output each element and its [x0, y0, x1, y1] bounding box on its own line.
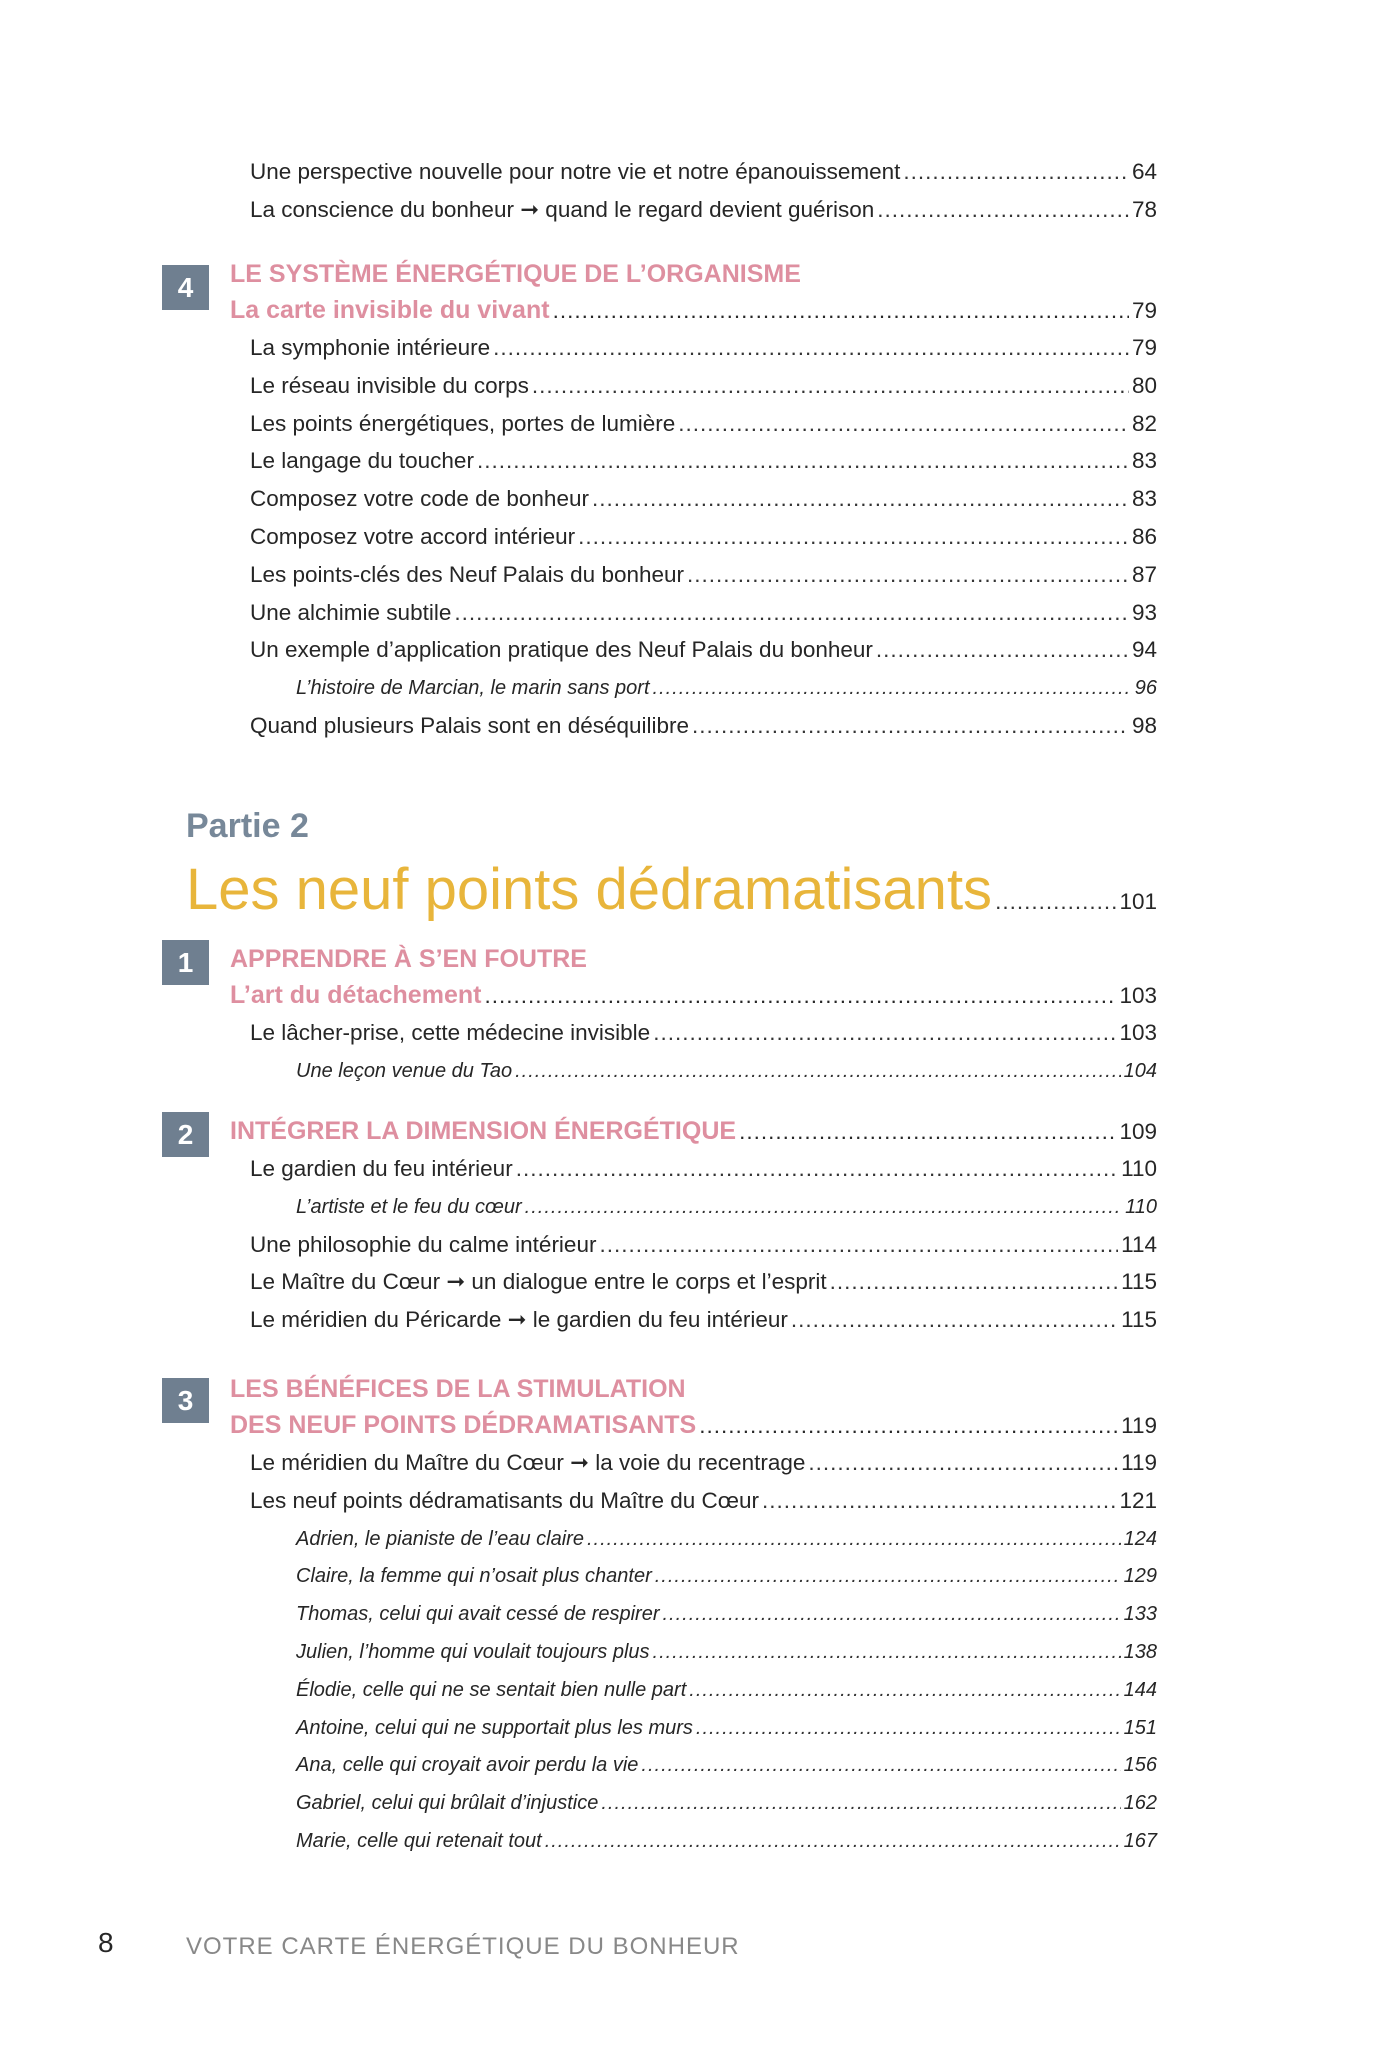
- toc-entry-label: Antoine, celui qui ne supportait plus les murs: [296, 1716, 693, 1739]
- dot-leader: [876, 633, 1129, 667]
- chapter-page: 109: [1119, 1119, 1157, 1144]
- toc-subentry: [296, 1522, 1157, 1556]
- dot-leader: [830, 1265, 1118, 1299]
- toc-entry-page: 94: [1131, 637, 1157, 663]
- toc-entry-page: 83: [1131, 486, 1157, 512]
- toc-entry-page: 86: [1131, 524, 1157, 549]
- dot-leader: [484, 978, 1116, 1014]
- toc-entry-label: Marie, celle qui retenait tout: [296, 1830, 542, 1852]
- toc-entry-page: 64: [1131, 159, 1157, 184]
- toc-entry-page: 138: [1123, 1641, 1157, 1663]
- toc-entry-label: Une philosophie du calme intérieur: [250, 1231, 597, 1257]
- toc-entry-page: 93: [1131, 599, 1157, 625]
- toc-entry-page: 110: [1121, 1156, 1157, 1181]
- toc-entry-label: Le méridien du Maître du Cœur ➞ la voie du recentrage: [250, 1450, 806, 1475]
- dot-leader: [641, 1748, 1120, 1782]
- toc-subentry: [296, 1190, 1157, 1224]
- chapter-title: LE SYSTÈME ÉNERGÉTIQUE DE L’ORGANISME: [230, 260, 801, 288]
- chapter-subtitle: La carte invisible du vivant: [230, 296, 550, 324]
- dot-leader: [592, 482, 1129, 516]
- toc-entry: [250, 369, 1157, 403]
- dot-leader: [699, 1408, 1118, 1444]
- chapter-number-badge: 1: [162, 940, 209, 985]
- toc-entry-label: Quand plusieurs Palais sont en déséquilibre: [250, 713, 690, 738]
- chapter-subtitle: L’art du détachement: [230, 981, 482, 1009]
- toc-subentry: [296, 1673, 1157, 1707]
- dot-leader: [653, 1016, 1116, 1050]
- dot-leader: [663, 1597, 1121, 1631]
- part-title-row: [186, 850, 1157, 930]
- toc-entry: [250, 1446, 1157, 1480]
- toc-entry: [250, 482, 1157, 516]
- toc-entry-label: Une perspective nouvelle pour notre vie et notre épanouissement: [250, 159, 901, 184]
- toc-subentry: [296, 1597, 1157, 1631]
- dot-leader: [525, 1190, 1122, 1224]
- chapter-number-badge: 3: [162, 1378, 209, 1423]
- toc-entry-page: 121: [1119, 1487, 1157, 1513]
- toc-entry-label: Élodie, celle qui ne se sentait bien nulle part: [296, 1678, 687, 1701]
- toc-entry-label: Claire, la femme qui n’osait plus chanter: [296, 1565, 652, 1588]
- toc-entry-page: 144: [1123, 1678, 1157, 1701]
- part-page: 101: [1119, 889, 1157, 914]
- chapter-subtitle-row: [230, 292, 1157, 328]
- running-footer-title: VOTRE CARTE ÉNERGÉTIQUE DU BONHEUR: [186, 1933, 740, 1960]
- dot-leader: [601, 1786, 1120, 1820]
- toc-entry-label: Le langage du toucher: [250, 448, 474, 474]
- dot-leader: [808, 1446, 1118, 1480]
- toc-entry-label: L’histoire de Marcian, le marin sans port: [296, 677, 650, 700]
- dot-leader: [587, 1522, 1121, 1556]
- toc-entry-page: 129: [1123, 1565, 1157, 1588]
- dot-leader: [739, 1114, 1116, 1150]
- toc-entry: [250, 1152, 1157, 1186]
- chapter-subtitle-row: [230, 1407, 1157, 1443]
- toc-subentry: [296, 1711, 1157, 1745]
- toc-entry: [250, 1265, 1157, 1299]
- chapter-subtitle-row: [230, 1113, 1157, 1149]
- toc-entry-label: Les neuf points dédramatisants du Maître du Cœur: [250, 1487, 760, 1513]
- dot-leader: [687, 558, 1129, 592]
- dot-leader: [493, 331, 1129, 365]
- dot-leader: [653, 1635, 1121, 1669]
- toc-entry: [250, 558, 1157, 592]
- dot-leader: [877, 193, 1129, 227]
- toc-entry-label: Le Maître du Cœur ➞ un dialogue entre le corps et l’esprit: [250, 1269, 827, 1295]
- toc-entry-page: 156: [1123, 1754, 1157, 1777]
- toc-entry-page: 104: [1123, 1059, 1157, 1082]
- dot-leader: [689, 1673, 1120, 1707]
- dot-leader: [791, 1303, 1118, 1337]
- toc-entry-label: La conscience du bonheur ➞ quand le regard devient guérison: [250, 197, 875, 222]
- chapter-title: LES BÉNÉFICES DE LA STIMULATION: [230, 1375, 686, 1403]
- toc-entry-page: 96: [1134, 677, 1157, 700]
- toc-entry-label: Les points énergétiques, portes de lumière: [250, 410, 676, 436]
- chapter-page: 119: [1121, 1413, 1157, 1438]
- part-label: Partie 2: [186, 807, 309, 845]
- toc-entry-label: Le réseau invisible du corps: [250, 372, 529, 398]
- toc-entry-page: 124: [1123, 1527, 1157, 1550]
- toc-entry: [250, 633, 1157, 667]
- dot-leader: [696, 1711, 1121, 1745]
- toc-entry: [250, 709, 1157, 743]
- toc-entry-page: 82: [1131, 410, 1157, 436]
- toc-entry-page: 151: [1123, 1716, 1157, 1739]
- dot-leader: [578, 520, 1129, 554]
- dot-leader: [515, 1054, 1121, 1088]
- chapter-page: 79: [1131, 298, 1157, 323]
- dot-leader: [599, 1228, 1118, 1262]
- dot-leader: [995, 862, 1116, 942]
- toc-entry-label: Un exemple d’application pratique des Neuf Palais du bonheur: [250, 637, 873, 663]
- toc-entry-label: Le gardien du feu intérieur: [250, 1156, 513, 1181]
- toc-entry-page: 119: [1121, 1450, 1157, 1475]
- toc-entry-page: 98: [1131, 713, 1157, 738]
- toc-entry-label: Composez votre code de bonheur: [250, 486, 589, 512]
- chapter-subtitle: DES NEUF POINTS DÉDRAMATISANTS: [230, 1411, 697, 1439]
- dot-leader: [516, 1152, 1118, 1186]
- dot-leader: [653, 671, 1132, 705]
- page-number: 8: [98, 1927, 114, 1958]
- dot-leader: [477, 444, 1129, 478]
- toc-entry: [250, 1303, 1157, 1337]
- toc-entry-label: Le lâcher-prise, cette médecine invisible: [250, 1020, 651, 1045]
- toc-entry: [250, 1484, 1157, 1518]
- part-title: Les neuf points dédramatisants: [186, 857, 993, 922]
- toc-entry: [250, 407, 1157, 441]
- toc-entry-page: 133: [1123, 1603, 1157, 1626]
- toc-entry-label: L’artiste et le feu du cœur: [296, 1195, 522, 1218]
- toc-entry-page: 110: [1125, 1195, 1157, 1218]
- toc-entry: [250, 1016, 1157, 1050]
- toc-subentry: [296, 1786, 1157, 1820]
- dot-leader: [532, 369, 1129, 403]
- toc-entry-page: 162: [1123, 1792, 1157, 1815]
- dot-leader: [678, 407, 1129, 441]
- dot-leader: [545, 1824, 1121, 1858]
- dot-leader: [553, 293, 1129, 329]
- toc-entry: [250, 193, 1157, 227]
- toc-entry: [250, 1228, 1157, 1262]
- toc-entry: [250, 155, 1157, 189]
- toc-entry-label: Une alchimie subtile: [250, 599, 452, 625]
- toc-subentry: [296, 1559, 1157, 1593]
- toc-entry: [250, 520, 1157, 554]
- dot-leader: [655, 1559, 1121, 1593]
- toc-entry-page: 115: [1121, 1307, 1157, 1333]
- toc-entry-label: Thomas, celui qui avait cessé de respirer: [296, 1603, 660, 1626]
- toc-entry-label: Le méridien du Péricarde ➞ le gardien du feu intérieur: [250, 1307, 788, 1333]
- toc-subentry: [296, 671, 1157, 705]
- toc-entry-label: Julien, l’homme qui voulait toujours plus: [296, 1641, 650, 1663]
- toc-subentry: [296, 1635, 1157, 1669]
- toc-entry-label: Une leçon venue du Tao: [296, 1059, 513, 1082]
- chapter-subtitle: INTÉGRER LA DIMENSION ÉNERGÉTIQUE: [230, 1117, 737, 1145]
- toc-entry-page: 114: [1121, 1231, 1157, 1257]
- toc-entry-page: 167: [1123, 1830, 1157, 1852]
- toc-entry-label: Gabriel, celui qui brûlait d’injustice: [296, 1792, 599, 1815]
- toc-entry-page: 115: [1121, 1269, 1157, 1295]
- toc-subentry: [296, 1824, 1157, 1858]
- toc-entry-page: 78: [1131, 197, 1157, 222]
- chapter-number-badge: 4: [162, 265, 209, 310]
- toc-entry-label: Ana, celle qui croyait avoir perdu la vie: [296, 1754, 639, 1777]
- toc-entry-label: Les points-clés des Neuf Palais du bonheur: [250, 561, 685, 587]
- toc-entry-label: La symphonie intérieure: [250, 335, 491, 360]
- dot-leader: [903, 155, 1129, 189]
- chapter-page: 103: [1119, 983, 1157, 1008]
- dot-leader: [454, 596, 1129, 630]
- toc-entry: [250, 331, 1157, 365]
- toc-entry-page: 87: [1131, 561, 1157, 587]
- toc-subentry: [296, 1748, 1157, 1782]
- dot-leader: [692, 709, 1129, 743]
- toc-entry-page: 103: [1119, 1020, 1157, 1045]
- toc-entry: [250, 444, 1157, 478]
- toc-entry: [250, 596, 1157, 630]
- toc-entry-page: 80: [1131, 372, 1157, 398]
- toc-entry-label: Composez votre accord intérieur: [250, 524, 576, 549]
- toc-subentry: [296, 1054, 1157, 1088]
- chapter-subtitle-row: [230, 977, 1157, 1013]
- chapter-number-badge: 2: [162, 1112, 209, 1157]
- toc-entry-label: Adrien, le pianiste de l’eau claire: [296, 1527, 584, 1550]
- toc-entry-page: 79: [1131, 335, 1157, 360]
- dot-leader: [762, 1484, 1116, 1518]
- chapter-title: APPRENDRE À S’EN FOUTRE: [230, 945, 587, 973]
- toc-entry-page: 83: [1131, 448, 1157, 474]
